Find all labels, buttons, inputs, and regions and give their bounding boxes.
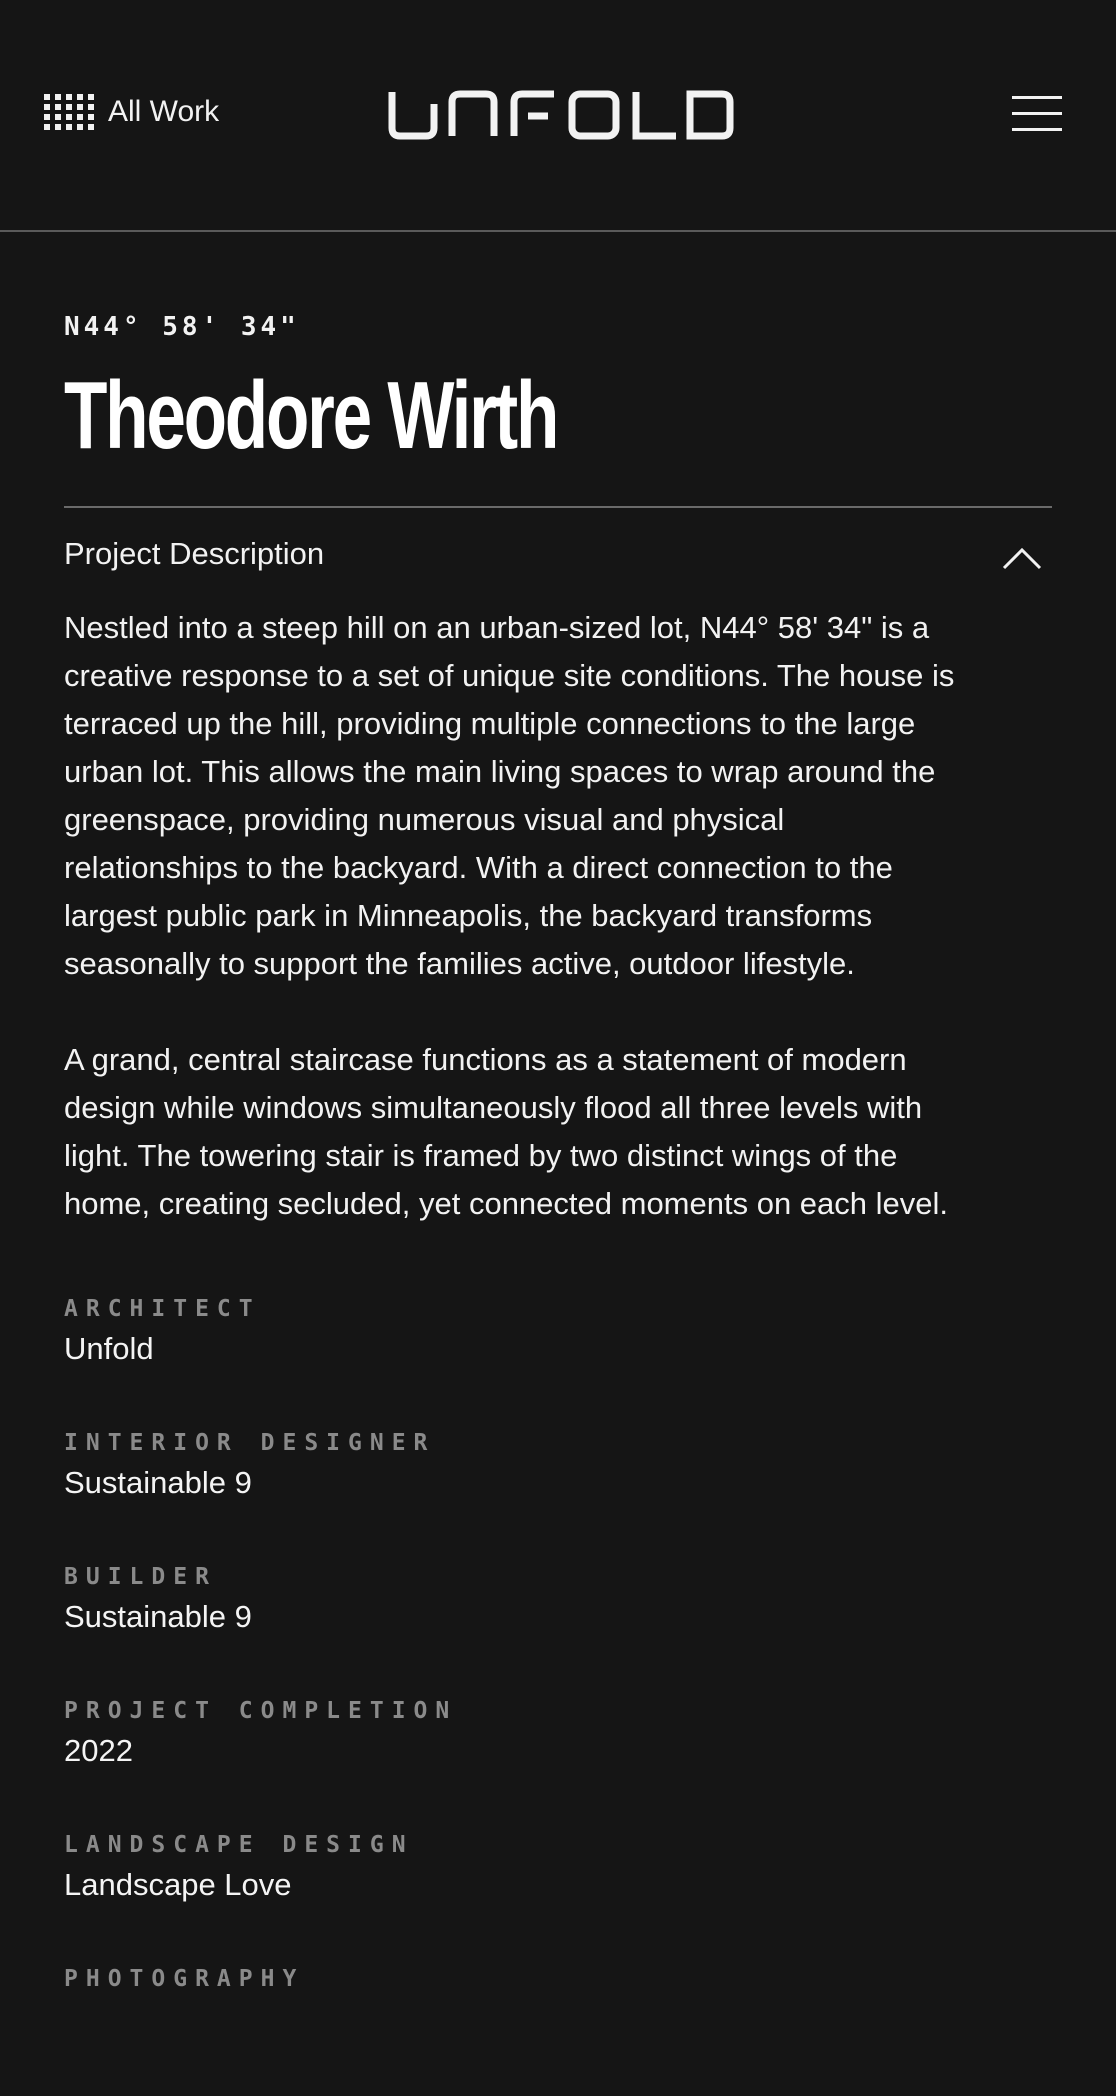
project-description	[64, 604, 1064, 1276]
credit-value: Landscape Love	[64, 1867, 292, 1902]
credit-label: BUILDER	[64, 1564, 217, 1590]
unfold-logo[interactable]	[388, 90, 734, 140]
title-divider	[64, 506, 1052, 508]
description-paragraph: A grand, central staircase functions as a statement of modern design while windows simultaneously flood all three levels with light. The towering stair is framed by two distinct wings of the home, creating secluded, yet connected moments on each level.	[64, 1042, 949, 1221]
credit-label: INTERIOR DESIGNER	[64, 1430, 436, 1456]
all-work-label: All Work	[108, 95, 220, 128]
credit-landscape-design	[64, 1828, 1052, 1962]
project-description-label: Project Description	[64, 536, 325, 571]
all-work-link[interactable]	[44, 94, 219, 130]
credit-photography	[64, 1962, 1052, 2096]
credit-label: PROJECT COMPLETION	[64, 1698, 458, 1724]
credit-builder	[64, 1560, 1052, 1694]
credit-label: LANDSCAPE DESIGN	[64, 1832, 414, 1858]
credit-value: 2022	[64, 1733, 133, 1768]
credit-value: Sustainable 9	[64, 1599, 252, 1634]
hamburger-menu-icon[interactable]	[1012, 96, 1062, 132]
project-credits	[64, 1292, 1052, 2096]
project-coordinates: N44° 58' 34"	[64, 312, 300, 342]
page-title: Theodore Wirth	[64, 362, 558, 469]
credit-value: Unfold	[64, 1331, 154, 1366]
chevron-up-icon	[1002, 546, 1042, 570]
description-paragraph: Nestled into a steep hill on an urban-sized lot, N44° 58' 34" is a creative response to a set of unique site conditions. The house is terraced up the hill, providing multiple connections to the large urban lot. This allows the main living spaces to wrap around the greenspace, providing numerous visual and physical relationships to the backyard. With a direct connection to the largest public park in Minneapolis, the backyard transforms seasonally to support the families active, outdoor lifestyle.	[64, 610, 955, 981]
site-header	[0, 0, 1116, 232]
credit-architect	[64, 1292, 1052, 1426]
credit-value	[64, 1996, 1052, 2042]
credit-value: Sustainable 9	[64, 1465, 252, 1500]
credit-label: ARCHITECT	[64, 1296, 261, 1322]
grid-icon	[44, 94, 94, 130]
credit-project-completion	[64, 1694, 1052, 1828]
project-description-toggle[interactable]	[64, 532, 1052, 582]
credit-interior-designer	[64, 1426, 1052, 1560]
credit-label: PHOTOGRAPHY	[64, 1966, 305, 1992]
